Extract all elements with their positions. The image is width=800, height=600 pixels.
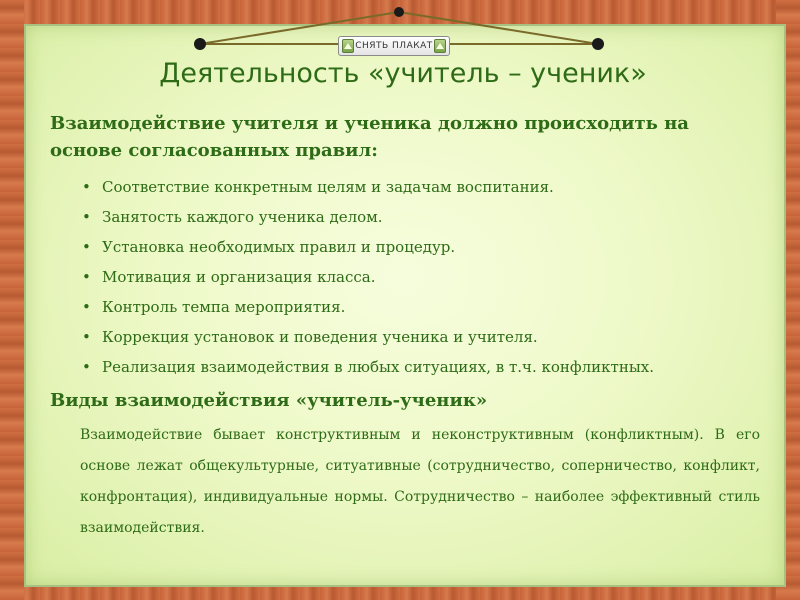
list-item bbox=[82, 292, 772, 322]
list-item-text: Реализация взаимодействия в любых ситуациях, в т.ч. конфликтных. bbox=[102, 358, 654, 376]
list-item bbox=[82, 262, 772, 292]
list-item-text: Коррекция установок и поведения ученика и учителя. bbox=[102, 328, 538, 346]
slide-title: Деятельность «учитель – ученик» bbox=[159, 58, 647, 89]
pin-icon bbox=[592, 38, 604, 50]
list-item-text: Занятость каждого ученика делом. bbox=[102, 208, 383, 226]
list-item bbox=[82, 172, 772, 202]
bullet-icon: • bbox=[82, 358, 91, 376]
intro-text: Взаимодействие учителя и ученика должно происходить на основе согласованных правил: bbox=[50, 113, 689, 161]
list-item bbox=[82, 322, 772, 352]
list-item bbox=[82, 202, 772, 232]
pin-icon bbox=[194, 38, 206, 50]
bullet-icon: • bbox=[82, 238, 91, 256]
list-item-text: Мотивация и организация класса. bbox=[102, 268, 376, 286]
list-item-text: Соответствие конкретным целям и задачам воспитания. bbox=[102, 178, 554, 196]
bullet-icon: • bbox=[82, 328, 91, 346]
body-paragraph: Взаимодействие бывает конструктивным и неконструктивным (конфликтным). В его основе лежат общекультурные, ситуативные (сотрудничество, соперничество, конфликт, конфронтация), индивидуальные нормы. Сотрудничество – наиболее эффективный стиль взаимодействия. bbox=[80, 427, 760, 536]
list-item-text: Контроль темпа мероприятия. bbox=[102, 298, 346, 316]
bullet-icon: • bbox=[82, 208, 91, 226]
bullet-icon: • bbox=[82, 298, 91, 316]
up-arrow-icon bbox=[434, 39, 446, 53]
subheading: Виды взаимодействия «учитель-ученик» bbox=[50, 390, 488, 411]
list-item bbox=[82, 352, 772, 382]
list-item-text: Установка необходимых правил и процедур. bbox=[102, 238, 456, 256]
list-item bbox=[82, 232, 772, 262]
bullet-list bbox=[82, 172, 772, 382]
up-arrow-icon bbox=[342, 39, 354, 53]
bullet-icon: • bbox=[82, 178, 91, 196]
remove-poster-label: СНЯТЬ ПЛАКАТ bbox=[355, 41, 433, 51]
remove-poster-button[interactable] bbox=[338, 36, 450, 56]
pin-icon bbox=[394, 7, 404, 17]
bullet-icon: • bbox=[82, 268, 91, 286]
